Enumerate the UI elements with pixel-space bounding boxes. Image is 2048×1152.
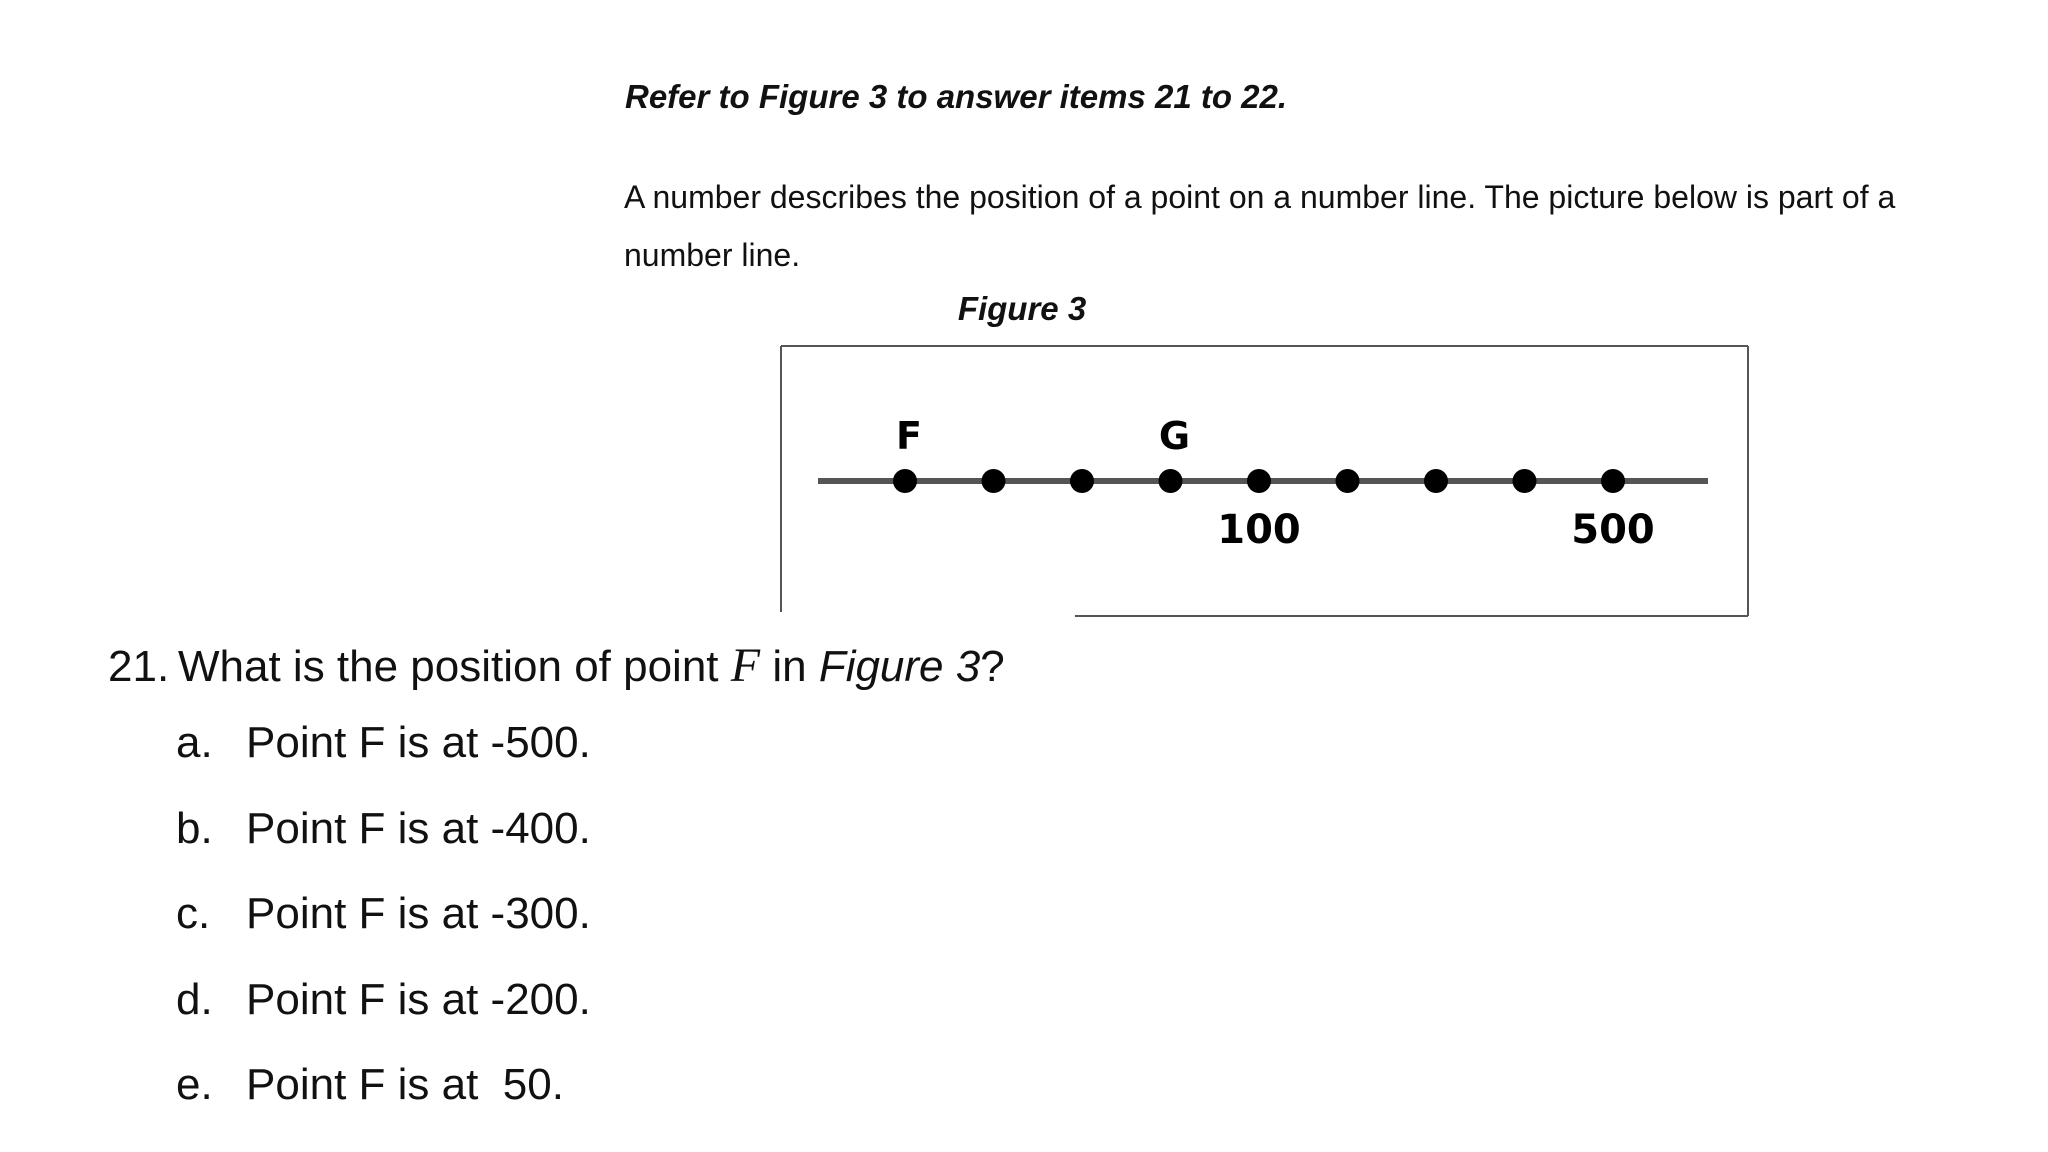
- question-text: What is the position of point: [178, 642, 719, 691]
- tick-label-500: 500: [1571, 507, 1655, 553]
- question-21: [108, 638, 1005, 693]
- number-line-point: [1424, 469, 1448, 493]
- option-letter: d.: [176, 974, 213, 1024]
- figure-caption: Figure 3: [957, 290, 1087, 327]
- question-figure-ref: Figure 3: [818, 642, 981, 691]
- number-line-point: [1336, 469, 1360, 493]
- question-text-middle: in: [772, 642, 807, 691]
- number-line-point: [893, 469, 917, 493]
- question-variable: F: [730, 639, 761, 692]
- option-text: Point F is at -300.: [246, 889, 591, 938]
- option-letter: a.: [176, 718, 213, 767]
- option-letter: c.: [176, 889, 211, 938]
- point-label-f: F: [896, 414, 922, 458]
- question-mark: ?: [980, 642, 1005, 691]
- option-a[interactable]: [176, 718, 591, 804]
- number-line-point: [1070, 469, 1094, 493]
- option-text: Point F is at 50.: [246, 1060, 564, 1109]
- option-letter: e.: [176, 1060, 213, 1109]
- option-e[interactable]: [176, 1060, 591, 1146]
- number-line-point: [1601, 469, 1625, 493]
- point-label-g: G: [1158, 414, 1191, 458]
- question-number: 21.: [108, 642, 170, 691]
- option-text: Point F is at -400.: [246, 803, 591, 853]
- option-d[interactable]: [176, 975, 591, 1061]
- option-letter: b.: [176, 803, 213, 853]
- instruction-text: Refer to Figure 3 to answer items 21 to 22.: [625, 78, 1288, 115]
- option-b[interactable]: [176, 804, 591, 890]
- tick-label-100: 100: [1217, 507, 1301, 553]
- number-line-point: [982, 469, 1006, 493]
- answer-options: [176, 718, 591, 1146]
- number-line-point: [1159, 469, 1183, 493]
- intro-paragraph: A number describes the position of a point on a number line. The picture below is part of a number line.: [624, 179, 1896, 273]
- number-line-point: [1247, 469, 1271, 493]
- option-c[interactable]: [176, 889, 591, 975]
- number-line-point: [1513, 469, 1537, 493]
- option-text: Point F is at -200.: [246, 974, 591, 1024]
- option-text: Point F is at -500.: [246, 718, 591, 767]
